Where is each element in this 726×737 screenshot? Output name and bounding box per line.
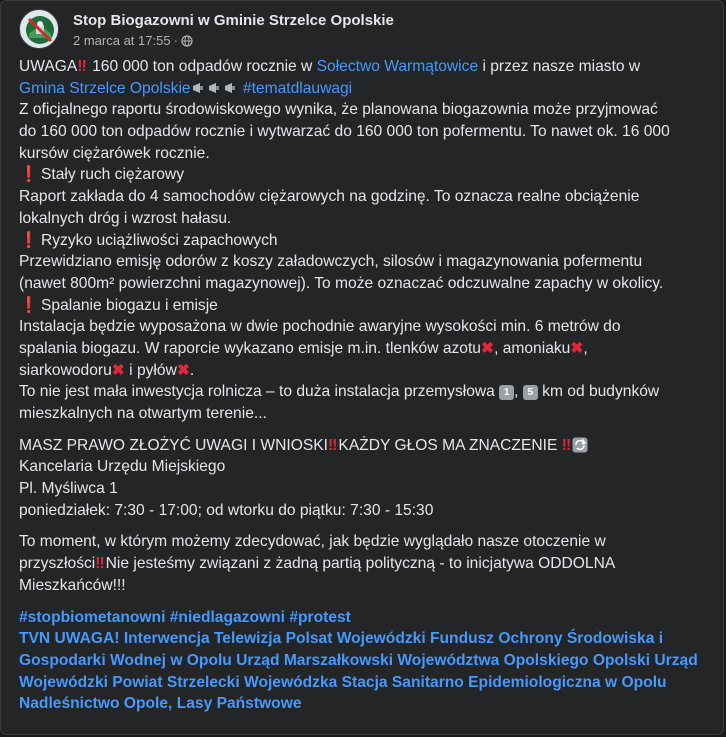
text-line: Przewidziano emisję odorów z koszy załadowczych, silosów i magazynowania pofermentu bbox=[19, 253, 643, 271]
text-line: UWAGA‼ 160 000 ton odpadów rocznie w Sołectwo Warmątowice i przez nasze miasto w bbox=[19, 58, 641, 75]
arrows-icon bbox=[572, 437, 588, 460]
keycap-digit-icon: 1 bbox=[499, 385, 514, 400]
post-meta bbox=[73, 33, 193, 50]
text-line: Pl. Myśliwca 1 bbox=[19, 480, 118, 498]
exclamation-icon: ❗ bbox=[19, 166, 39, 184]
text-line: Raport zakłada do 4 samochodów ciężarowych na godzinę. To oznacza realne obciążenie bbox=[19, 188, 640, 206]
post-text bbox=[19, 56, 711, 715]
text-line: siarkowodoru✖ i pyłów✖. bbox=[19, 361, 195, 379]
mention-solectwo-warmatowice[interactable]: Sołectwo Warmątowice bbox=[316, 58, 479, 75]
text-line: do 160 000 ton odpadów rocznie i wytwarzać do 160 000 ton pofermentu. To nawet ok. 16 000 bbox=[19, 123, 670, 141]
text-line: mieszkalnych na otwartym terenie... bbox=[19, 405, 267, 422]
double-exclamation-icon: ‼ bbox=[77, 58, 84, 75]
hashtag-tematdlauwagi[interactable]: #tematdlauwagi bbox=[238, 79, 353, 97]
text-line: Instalacja będzie wyposażona w dwie pochodnie awaryjne wysokości min. 6 metrów do bbox=[19, 318, 621, 336]
text-line: spalania biogazu. W raporcie wykazano emisje m.in. tlenków azotu✖, amoniaku✖, bbox=[19, 339, 588, 357]
globe-icon bbox=[181, 35, 193, 50]
cross-mark-icon: ✖ bbox=[570, 339, 584, 357]
tagged-pages-line[interactable]: Wojewódzki Powiat Strzelecki Wojewódzka Stacja Sanitarno Epidemiologiczna w Opolu bbox=[19, 673, 667, 691]
text-line: poniedziałek: 7:30 - 17:00; od wtorku do piątku: 7:30 - 15:30 bbox=[19, 501, 434, 519]
double-exclamation-icon: ‼ bbox=[328, 436, 335, 454]
cross-mark-icon: ✖ bbox=[111, 361, 125, 379]
exclamation-icon: ❗ bbox=[19, 231, 39, 249]
double-exclamation-icon: ‼ bbox=[95, 555, 102, 573]
post-date[interactable]: 2 marca at 17:55 bbox=[73, 33, 171, 48]
text-line: Z oficjalnego raportu środowiskowego wynika, że planowana biogazownia może przyjmować bbox=[19, 101, 658, 119]
text-line: ❗ Ryzyko uciążliwości zapachowych bbox=[19, 230, 711, 252]
text-line: przyszłości‼ Nie jesteśmy związani z żadną partią polityczną - to inicjatywa ODDOLNA bbox=[19, 555, 616, 573]
page-name-link[interactable]: Stop Biogazowni w Gminie Strzelce Opolskie bbox=[73, 12, 394, 29]
double-exclamation-icon: ‼ bbox=[561, 436, 569, 454]
text-line: ❗ Stały ruch ciężarowy bbox=[19, 164, 711, 186]
tagged-pages-line[interactable]: Nadleśnictwo Opole, Lasy Państwowe bbox=[19, 695, 302, 713]
cross-mark-icon: ✖ bbox=[176, 361, 190, 379]
paragraph-gap bbox=[19, 425, 711, 435]
keycap-digit-icon: 5 bbox=[523, 385, 538, 400]
text-line: Kancelaria Urzędu Miejskiego bbox=[19, 458, 226, 476]
text-line bbox=[19, 78, 711, 100]
text-line: MASZ PRAWO ZŁOŻYĆ UWAGI I WNIOSKI‼ KAŻDY GŁOS MA ZNACZENIE ‼ bbox=[19, 435, 711, 457]
text-line: kursów ciężarówek rocznie. bbox=[19, 144, 210, 162]
text-line: ❗ Spalanie biogazu i emisje bbox=[19, 295, 711, 317]
paragraph-gap bbox=[19, 521, 711, 531]
text-line: To nie jest mała inwestycja rolnicza – to duża instalacja przemysłowa 1 , 5 km od budynków bbox=[19, 383, 660, 401]
page-avatar[interactable] bbox=[19, 9, 59, 49]
tagged-pages-line[interactable]: TVN UWAGA! Interwencja Telewizja Polsat Wojewódzki Fundusz Ochrony Środowiska i bbox=[19, 630, 664, 648]
text-line: To moment, w którym możemy zdecydować, jak będzie wyglądało nasze otoczenie w bbox=[19, 533, 606, 551]
tagged-pages-line[interactable]: Gospodarki Wodnej w Opolu Urząd Marszałkowski Województwa Opolskiego Opolski Urząd bbox=[19, 651, 698, 669]
cross-mark-icon: ✖ bbox=[480, 339, 495, 357]
meta-separator: · bbox=[173, 33, 178, 48]
text-line: (nawet 800m² powierzchni magazynowej). To może oznaczać odczuwalne zapachy w okolicy. bbox=[19, 274, 664, 292]
mention-gmina-strzelce-opolskie[interactable]: Gmina Strzelce Opolskie bbox=[19, 79, 191, 97]
text-line: lokalnych dróg i wzrost hałasu. bbox=[19, 209, 232, 227]
hashtags-line[interactable]: #stopbiometanowni #niedlagazowni #protest bbox=[19, 608, 351, 626]
text-line: Mieszkańców!!! bbox=[19, 576, 126, 594]
paragraph-gap bbox=[19, 597, 711, 607]
page-logo-icon bbox=[20, 10, 59, 49]
exclamation-icon: ❗ bbox=[19, 296, 39, 314]
